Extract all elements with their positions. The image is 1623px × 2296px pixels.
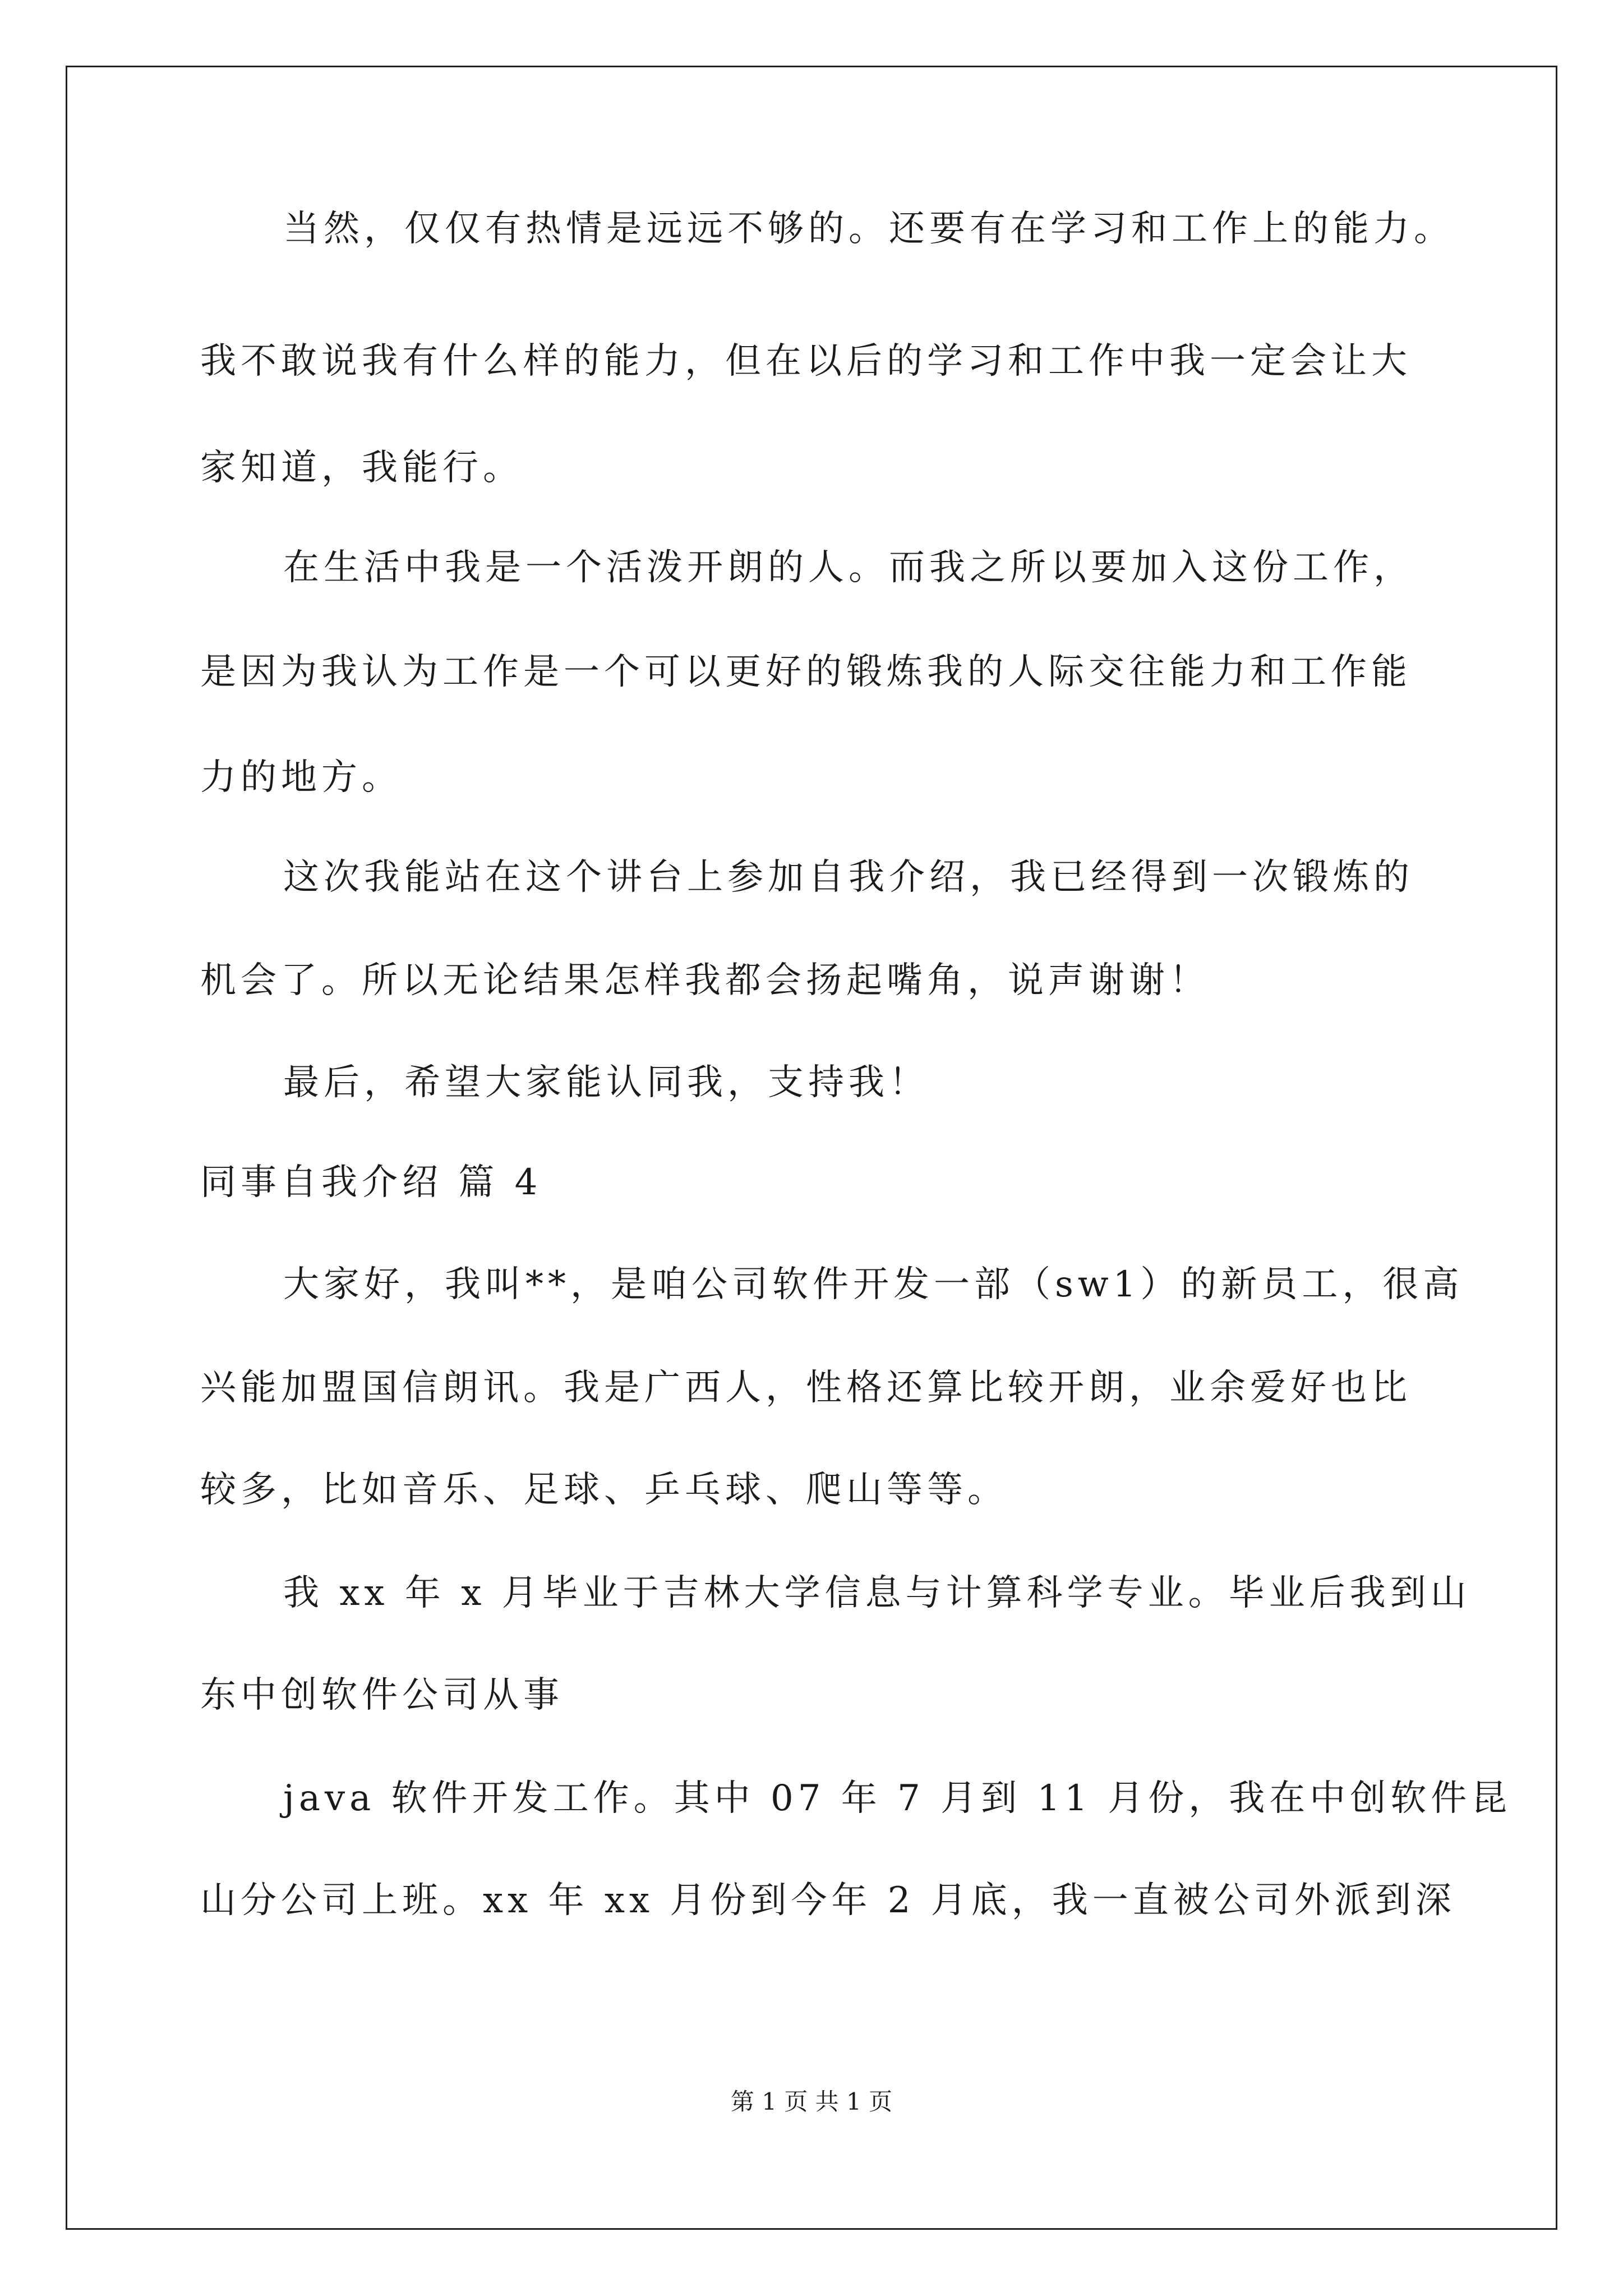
section-heading: 同事自我介绍 篇 4 — [200, 1162, 542, 1203]
paragraph-line: 我 xx 年 x 月毕业于吉林大学信息与计算科学专业。毕业后我到山 — [283, 1572, 1471, 1614]
paragraph-line: 力的地方。 — [200, 757, 402, 798]
paragraph-line: java 软件开发工作。其中 07 年 7 月到 11 月份，我在中创软件昆 — [283, 1778, 1512, 1819]
paragraph-line: 这次我能站在这个讲台上参加自我介绍，我已经得到一次锻炼的 — [283, 857, 1414, 898]
paragraph-line: 当然，仅仅有热情是远远不够的。还要有在学习和工作上的能力。 — [283, 208, 1454, 250]
paragraph-line: 山分公司上班。xx 年 xx 月份到今年 2 月底，我一直被公司外派到深 — [200, 1880, 1456, 1921]
paragraph-line: 我不敢说我有什么样的能力，但在以后的学习和工作中我一定会让大 — [200, 341, 1412, 382]
paragraph-line: 较多，比如音乐、足球、乒乓球、爬山等等。 — [200, 1469, 1008, 1511]
page-number-footer: 第 1 页 共 1 页 — [730, 2088, 893, 2115]
paragraph-line: 东中创软件公司从事 — [200, 1674, 564, 1716]
paragraph-line: 是因为我认为工作是一个可以更好的锻炼我的人际交往能力和工作能 — [200, 651, 1412, 693]
paragraph-line: 最后，希望大家能认同我，支持我！ — [283, 1062, 929, 1103]
paragraph-line: 家知道，我能行。 — [200, 447, 523, 489]
paragraph-line: 机会了。所以无论结果怎样我都会扬起嘴角，说声谢谢！ — [200, 960, 1210, 1001]
paragraph-line: 兴能加盟国信朗讯。我是广西人，性格还算比较开朗，业余爱好也比 — [200, 1367, 1412, 1409]
paragraph-line: 大家好，我叫**，是咱公司软件开发一部（sw1）的新员工，很高 — [283, 1264, 1464, 1305]
paragraph-line: 在生活中我是一个活泼开朗的人。而我之所以要加入这份工作， — [283, 547, 1414, 588]
